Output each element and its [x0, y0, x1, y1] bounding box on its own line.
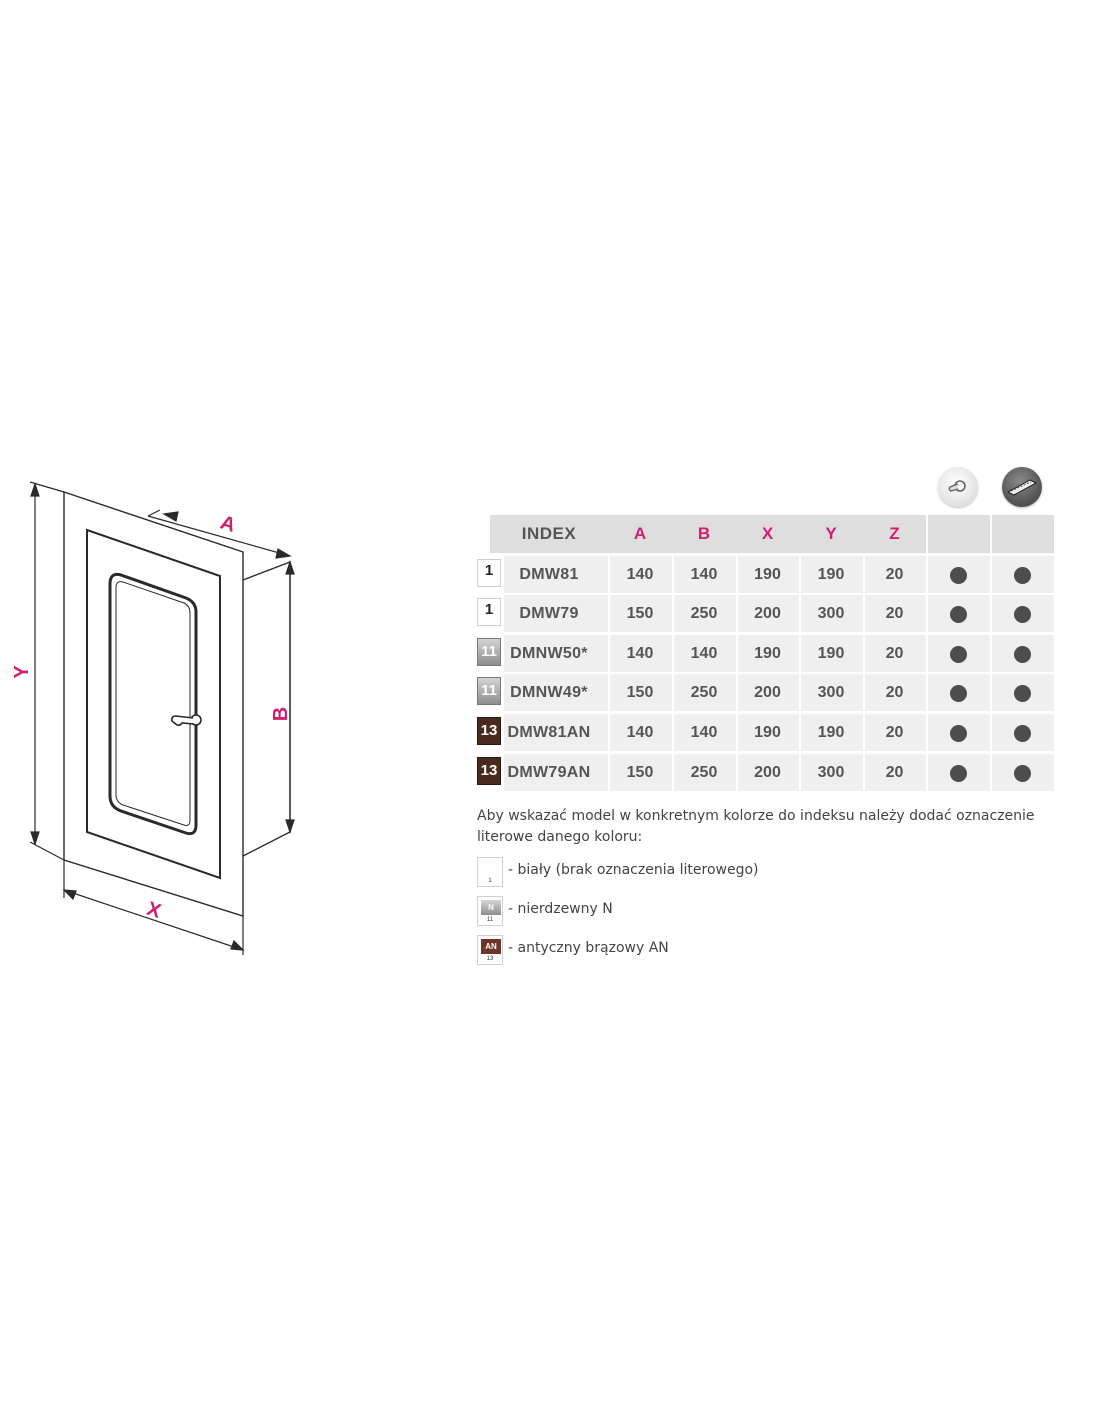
- cell-y: 190: [817, 723, 845, 741]
- table-row: [476, 635, 1054, 672]
- table-row: [476, 714, 1054, 751]
- table-row: [476, 674, 1054, 711]
- feature-frame-dot: [1014, 725, 1031, 742]
- cell-x: 190: [754, 723, 781, 741]
- header-a: A: [633, 524, 647, 543]
- cell-b: 250: [690, 763, 718, 781]
- feature-frame-dot: [1014, 765, 1031, 782]
- cell-z: 20: [885, 605, 904, 623]
- table-header-row: [490, 515, 1054, 553]
- cell-y: 300: [817, 684, 845, 702]
- door-panel: [87, 530, 220, 878]
- row-index-name: DMW81: [519, 565, 579, 583]
- row-index-name: DMNW49*: [510, 684, 588, 702]
- feature-icons: [938, 467, 1048, 509]
- door-handle-icon: [172, 715, 201, 725]
- header-b: B: [697, 524, 711, 543]
- swatch-antique-brown: AN 13: [477, 935, 503, 965]
- cell-z: 20: [885, 565, 904, 583]
- cell-a: 150: [626, 605, 654, 623]
- handle-lock-icon: [938, 467, 978, 507]
- row-index-name: DMW79AN: [507, 763, 591, 781]
- color-code-badge: 1: [477, 598, 501, 626]
- cell-a: 140: [626, 723, 654, 741]
- table-row: [476, 595, 1054, 632]
- row-index-name: DMNW50*: [510, 644, 588, 662]
- feature-handle-dot: [950, 567, 967, 584]
- legend-item-stainless: [477, 896, 777, 926]
- legend-text: - nierdzewny N: [508, 901, 613, 917]
- dimension-label-b: B: [270, 706, 292, 722]
- table-row: [476, 556, 1054, 593]
- feature-frame-dot: [1014, 646, 1031, 663]
- legend-text: - biały (brak oznaczenia literowego): [508, 862, 759, 878]
- legend-item-white: [477, 857, 777, 887]
- header-x: X: [761, 524, 774, 543]
- header-index: INDEX: [521, 524, 577, 543]
- dimension-label-a: A: [217, 511, 239, 537]
- feature-handle-dot: [950, 646, 967, 663]
- cell-y: 300: [817, 763, 845, 781]
- color-code-badge: 11: [477, 677, 501, 705]
- cell-y: 190: [817, 565, 845, 583]
- cell-y: 190: [817, 644, 845, 662]
- header-y: Y: [825, 524, 837, 543]
- table-row: [476, 754, 1054, 791]
- dimension-label-y: Y: [11, 665, 33, 679]
- frame-profile-icon: [1002, 467, 1042, 507]
- cell-b: 140: [690, 565, 718, 583]
- cell-z: 20: [885, 644, 904, 662]
- color-code-badge: 13: [477, 757, 501, 785]
- color-code-badge: 1: [477, 559, 501, 587]
- door-technical-drawing: [0, 470, 320, 970]
- cell-b: 250: [690, 684, 718, 702]
- header-z: Z: [889, 524, 900, 543]
- cell-y: 300: [817, 605, 845, 623]
- cell-z: 20: [885, 763, 904, 781]
- swatch-white: 1: [477, 857, 503, 887]
- cell-x: 200: [754, 684, 781, 702]
- cell-b: 140: [690, 723, 718, 741]
- color-code-badge: 11: [477, 638, 501, 666]
- cell-x: 190: [754, 644, 781, 662]
- cell-z: 20: [885, 723, 904, 741]
- cell-x: 200: [754, 605, 781, 623]
- cell-b: 250: [690, 605, 718, 623]
- cell-z: 20: [885, 684, 904, 702]
- cell-x: 200: [754, 763, 781, 781]
- row-index-name: DMW79: [519, 605, 579, 623]
- legend-text: - antyczny brązowy AN: [508, 940, 669, 956]
- cell-a: 150: [626, 763, 654, 781]
- spec-table: [476, 515, 1054, 793]
- cell-a: 140: [626, 565, 654, 583]
- feature-handle-dot: [950, 765, 967, 782]
- dimension-label-x: X: [144, 897, 164, 923]
- cell-a: 140: [626, 644, 654, 662]
- swatch-stainless: N 11: [477, 896, 503, 926]
- legend-item-antique-brown: [477, 935, 777, 965]
- cell-b: 140: [690, 644, 718, 662]
- color-code-badge: 13: [477, 717, 501, 745]
- feature-frame-dot: [1014, 567, 1031, 584]
- color-note: Aby wskazać model w konkretnym kolorze do indeksu należy dodać oznaczenie literowe danego koloru:: [477, 808, 1035, 845]
- feature-handle-dot: [950, 725, 967, 742]
- cell-a: 150: [626, 684, 654, 702]
- row-index-name: DMW81AN: [507, 723, 591, 741]
- cell-x: 190: [754, 565, 781, 583]
